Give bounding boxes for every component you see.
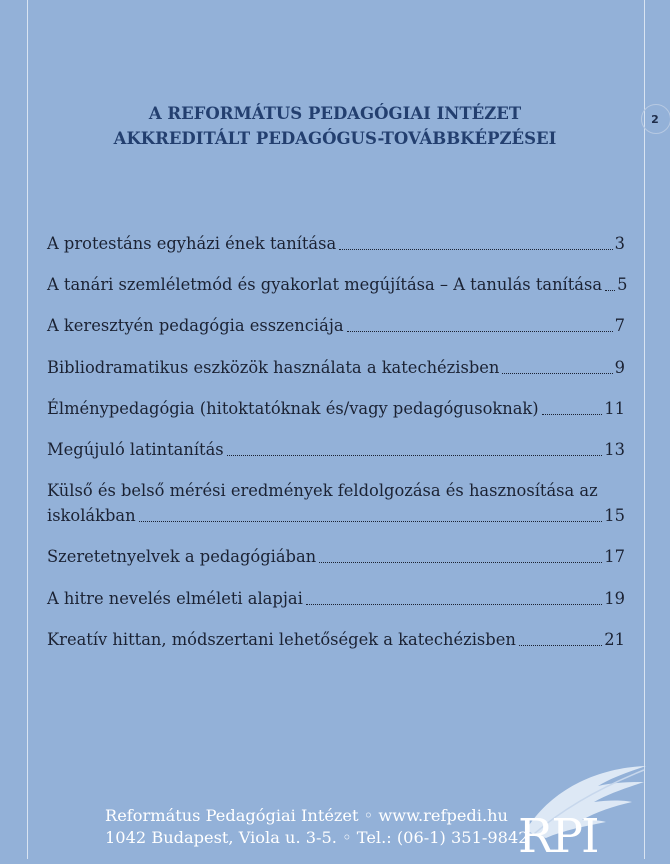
toc-entry[interactable] — [47, 396, 625, 421]
toc-entry[interactable] — [47, 355, 625, 380]
toc-leader-dots — [319, 562, 602, 563]
toc-leader-dots — [227, 455, 603, 456]
toc-entry-title: A hitre nevelés elméleti alapjai — [47, 588, 303, 608]
toc-entry-title: Kreatív hittan, módszertani lehetőségek a katechézisben — [47, 629, 516, 649]
toc-entry[interactable] — [47, 586, 625, 611]
toc-entry-title: Megújuló latintanítás — [47, 439, 224, 459]
toc-entry-page: 21 — [604, 629, 625, 649]
toc-entry-title-line-2: iskolákban — [47, 506, 136, 526]
toc-entry-page: 9 — [614, 357, 625, 377]
toc-leader-dots — [347, 331, 613, 332]
toc-entry[interactable] — [47, 478, 625, 528]
toc-entry[interactable] — [47, 544, 625, 569]
toc-entry[interactable] — [47, 313, 625, 338]
toc-entry-page: 19 — [604, 588, 625, 608]
table-of-contents — [47, 231, 628, 668]
left-margin-guide — [27, 0, 28, 859]
toc-entry[interactable] — [47, 437, 625, 462]
toc-entry-title: A tanári szemléletmód és gyakorlat megújítása – A tanulás tanítása — [47, 275, 603, 295]
rpi-logo-text: RPI — [518, 809, 598, 864]
footer-line-2: 1042 Budapest, Viola u. 3-5. ◦ Tel.: (06-1) 351-9842 — [105, 828, 529, 847]
toc-entry-title: Szeretetnyelvek a pedagógiában — [47, 547, 317, 567]
toc-leader-dots — [519, 645, 602, 646]
title-line-1: A REFORMÁTUS PEDAGÓGIAI INTÉZET — [148, 104, 522, 123]
toc-leader-dots — [502, 373, 612, 374]
toc-entry-page: 17 — [604, 547, 625, 567]
toc-entry-page: 15 — [604, 506, 625, 526]
toc-leader-dots — [306, 604, 603, 605]
toc-entry-title: Élménypedagógia (hitoktatóknak és/vagy pedagógusoknak) — [47, 398, 539, 418]
footer-line-1: Református Pedagógiai Intézet ◦ www.refpedi.hu — [105, 806, 508, 825]
toc-entry-title: A protestáns egyházi ének tanítása — [47, 234, 337, 253]
toc-entry-page: 11 — [604, 398, 625, 418]
toc-entry-page: 7 — [614, 316, 625, 336]
document-title — [40, 101, 630, 151]
toc-leader-dots — [605, 290, 615, 291]
footer-contact — [105, 805, 529, 849]
page-number: 2 — [641, 104, 670, 134]
toc-entry-title: A keresztyén pedagógia esszenciája — [47, 316, 344, 336]
toc-entry[interactable] — [47, 272, 628, 297]
toc-entry-page: 13 — [604, 439, 625, 459]
toc-entry[interactable] — [47, 627, 625, 652]
toc-entry-page: 3 — [614, 234, 625, 253]
toc-leader-dots — [139, 521, 603, 522]
toc-leader-dots — [339, 249, 612, 250]
toc-entry-title: Bibliodramatikus eszközök használata a katechézisben — [47, 357, 500, 377]
toc-entry[interactable] — [47, 231, 625, 256]
toc-entry-title-line-1: Külső és belső mérési eredmények feldolgozása és hasznosítása az — [47, 481, 598, 501]
title-line-2: AKKREDITÁLT PEDAGÓGUS-TOVÁBBKÉPZÉSEI — [113, 129, 557, 148]
toc-entry-page: 5 — [617, 275, 628, 295]
toc-leader-dots — [542, 414, 603, 415]
